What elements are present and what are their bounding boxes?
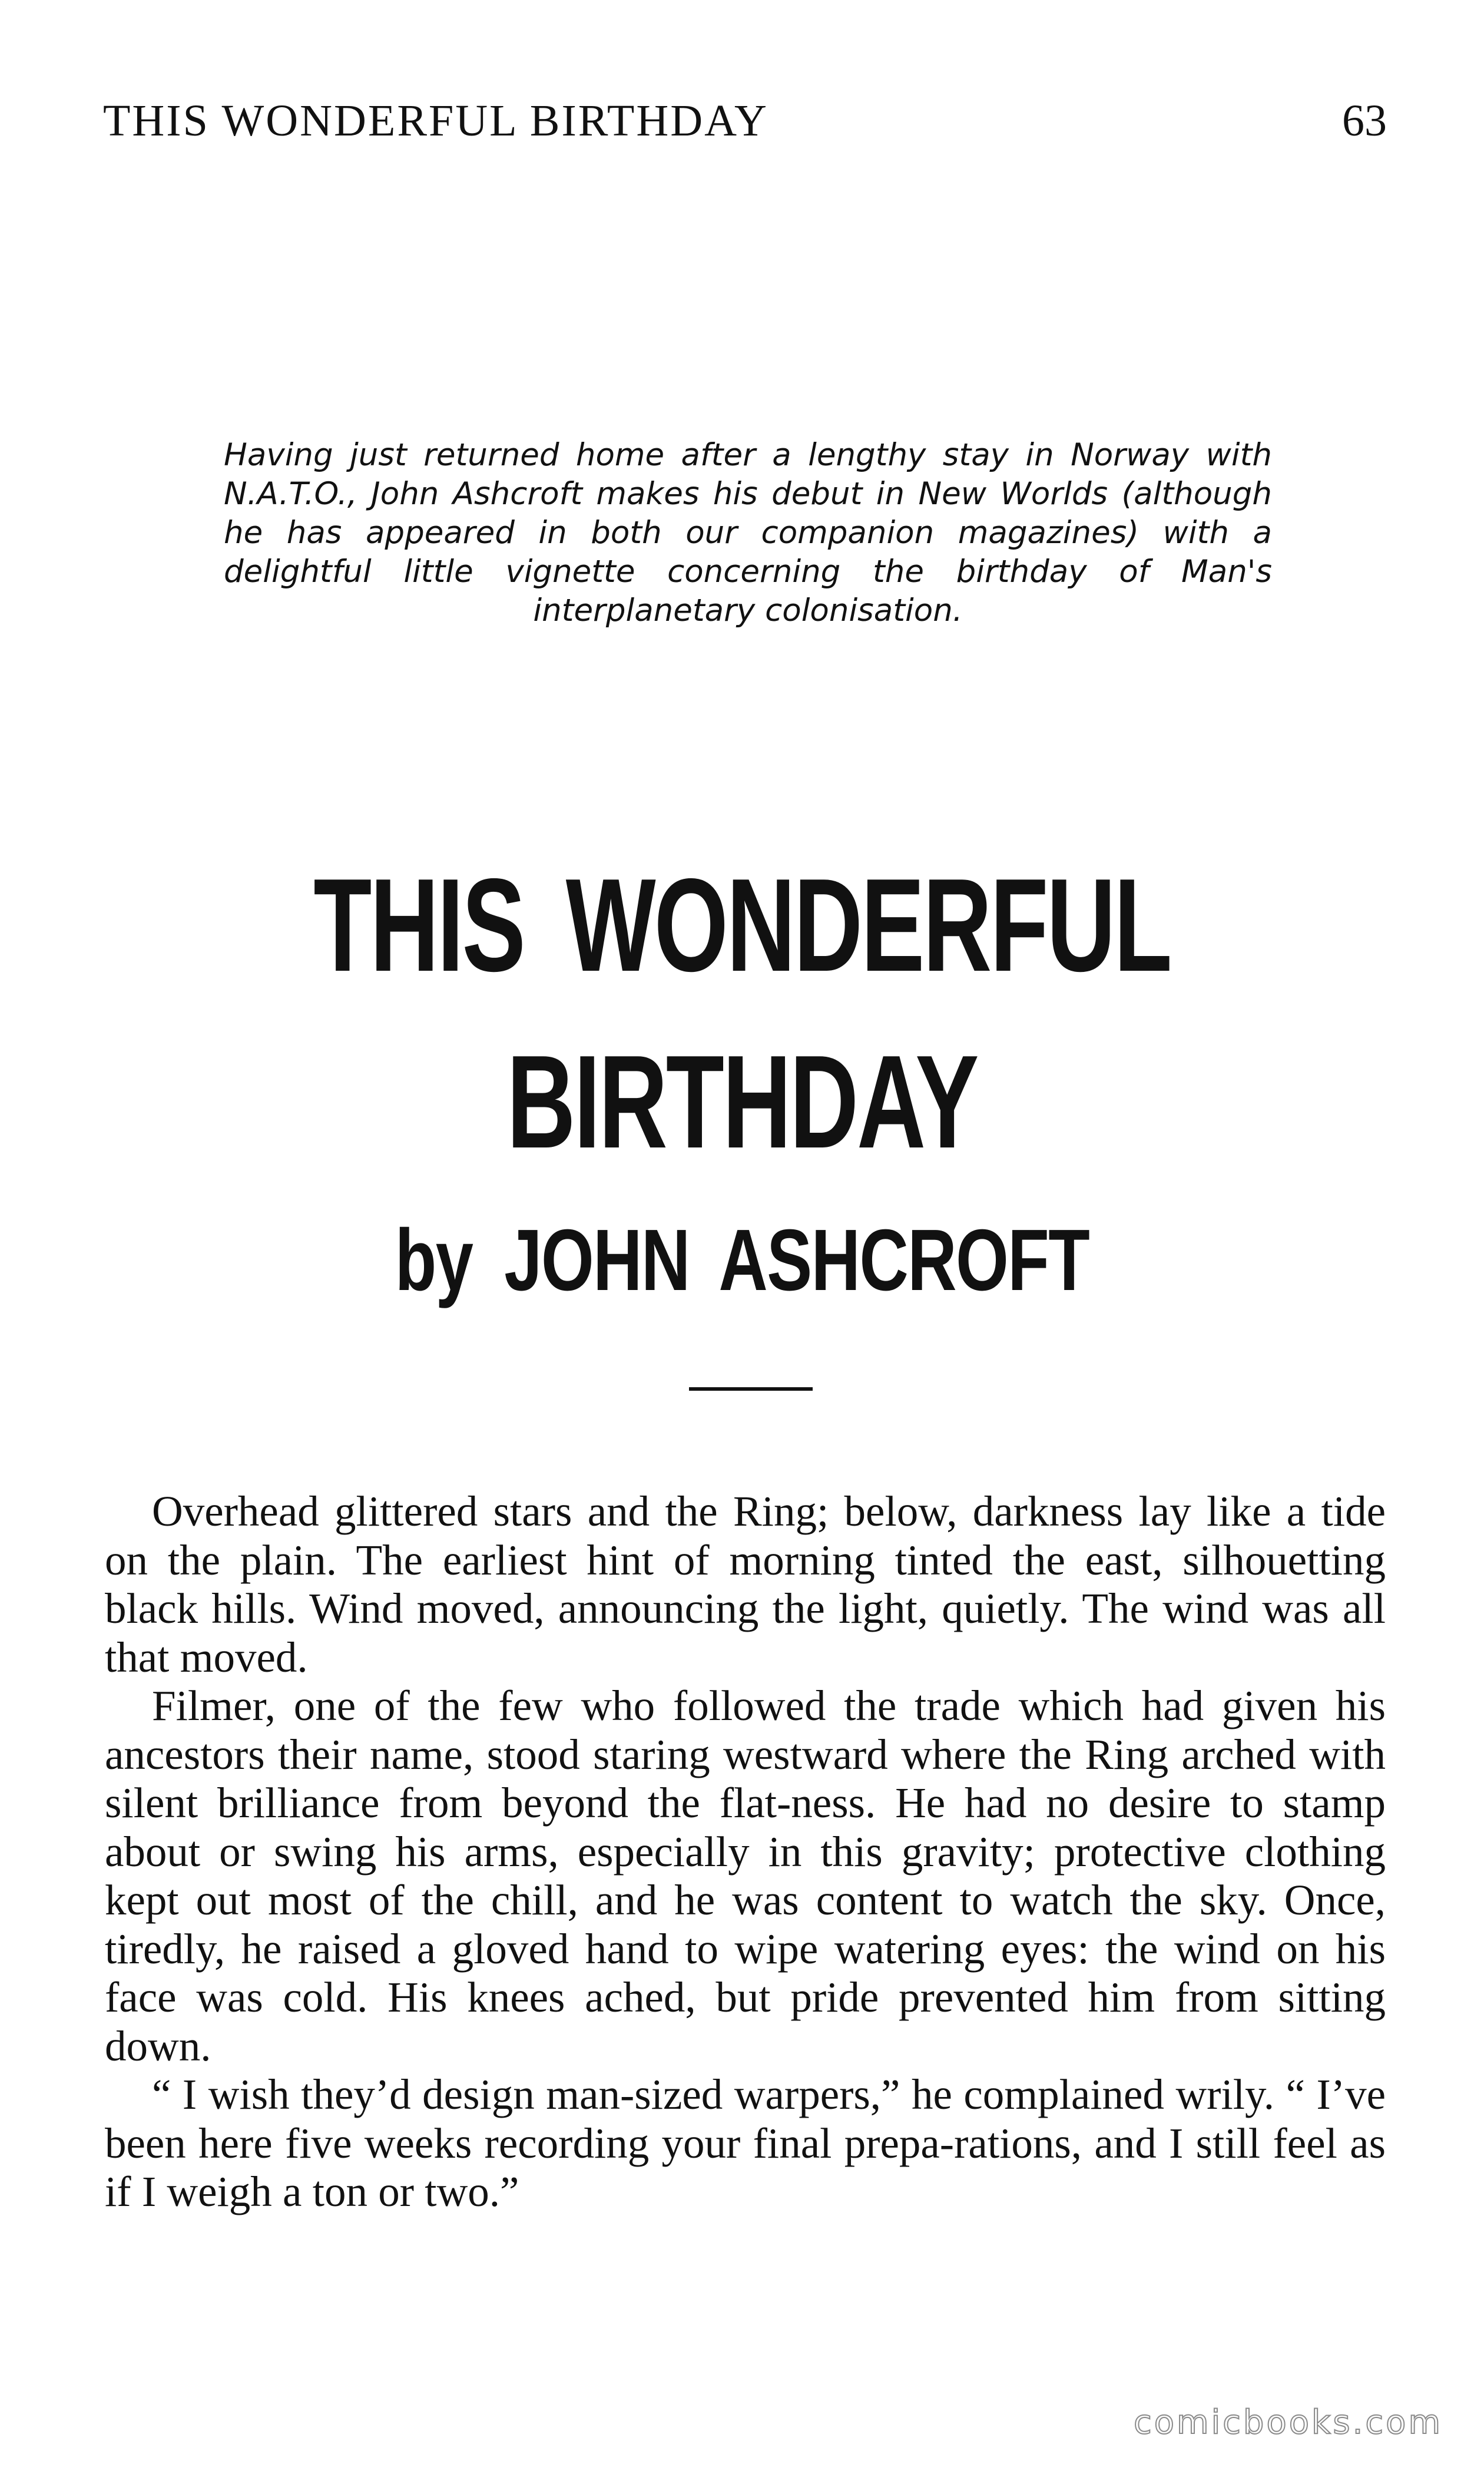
running-head	[103, 88, 1387, 153]
body-paragraph: Filmer, one of the few who followed the trade which had given his ancestors their name, stood staring westward where the Ring arched with silent brilliance from beyond the flat-ness. He had no desire to stamp about or swing his arms, especially in this gravity; protective clothing kept out most of the chill, and he was content to watch the sky. Once, tiredly, he raised a gloved hand to wipe watering eyes: the wind on his face was cold. His knees ached, but pride prevented him from sitting down.	[105, 1682, 1386, 2070]
section-divider	[689, 1387, 813, 1391]
story-title-line-1: THIS WONDERFUL	[313, 851, 1171, 999]
watermark: comicbooks.com	[1133, 2403, 1443, 2442]
author-byline: by JOHN ASHCROFT	[395, 1212, 1089, 1309]
editorial-intro: Having just returned home after a lengthy stay in Norway with N.A.T.O., John Ashcroft makes his debut in New Worlds (although he has appeared in both our companion magazines) with a delightful little vignette concerning the birthday of Man's interplanetary colonisation.	[224, 437, 1272, 629]
story-title-line-2: BIRTHDAY	[506, 1027, 978, 1176]
running-title: THIS WONDERFUL BIRTHDAY	[103, 96, 768, 145]
story-body	[105, 1487, 1386, 2217]
body-paragraph: “ I wish they’d design man-sized warpers,” he complained wrily. “ I’ve been here five weeks recording your final prepa-rations, and I still feel as if I weigh a ton or two.”	[105, 2071, 1386, 2215]
body-paragraph: Overhead glittered stars and the Ring; below, darkness lay like a tide on the plain. The earliest hint of morning tinted the east, silhouetting black hills. Wind moved, announcing the light, quietly. The wind was all that moved.	[105, 1487, 1386, 1681]
page-number: 63	[1342, 96, 1387, 145]
